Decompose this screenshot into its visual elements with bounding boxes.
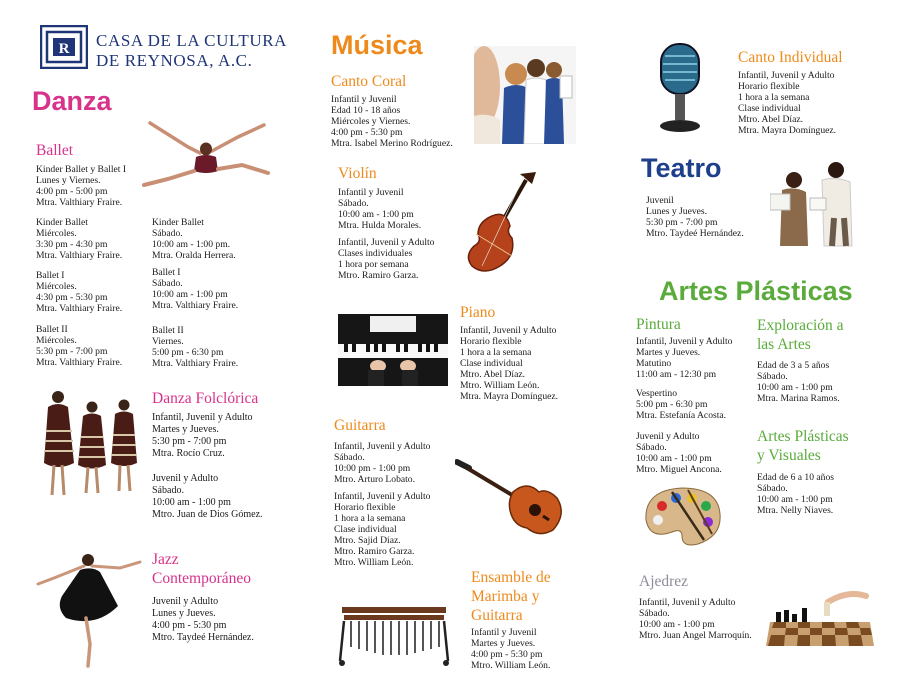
guitarra-title: Guitarra bbox=[334, 417, 386, 434]
jazz-dancer-image bbox=[36, 548, 146, 670]
visuales-schedule bbox=[757, 472, 834, 516]
guitarra-schedule-b bbox=[334, 491, 430, 568]
schedule-line: Horario flexible bbox=[738, 81, 800, 92]
folk-dancers-image bbox=[40, 385, 140, 503]
schedule-line: Ballet II bbox=[36, 324, 68, 335]
choir-image bbox=[474, 46, 576, 144]
title-line: Exploración a bbox=[757, 317, 844, 334]
schedule-line: Mtro. Taydeé Hernández. bbox=[646, 228, 744, 239]
ajedrez-schedule bbox=[639, 597, 752, 641]
canto-coral-title: Canto Coral bbox=[331, 73, 407, 90]
section-title-musica: Música bbox=[331, 30, 423, 60]
title-line: Guitarra bbox=[471, 607, 523, 624]
piano-title: Piano bbox=[460, 304, 496, 321]
violin-schedule-b bbox=[338, 237, 434, 281]
schedule-line: 4:00 pm - 5:00 pm bbox=[36, 186, 108, 197]
canto-coral-schedule bbox=[331, 94, 453, 149]
schedule-line: Juvenil bbox=[646, 195, 674, 206]
schedule-line: Lunes y Jueves. bbox=[646, 206, 708, 217]
schedule-line: 10:00 am - 1:00 pm bbox=[639, 619, 715, 630]
schedule-line: Miércoles y Viernes. bbox=[331, 116, 411, 127]
marimba-image bbox=[338, 601, 450, 667]
ballet-i-sabado bbox=[152, 267, 238, 311]
logo bbox=[40, 25, 88, 69]
pintura-schedule-c bbox=[636, 431, 722, 475]
schedule-line: 5:30 pm - 7:00 pm bbox=[152, 436, 227, 447]
schedule-line: Clase individual bbox=[460, 358, 523, 369]
schedule-line: Mtra. Isabel Merino Rodríguez. bbox=[331, 138, 453, 149]
schedule-line: Mtra. Estefanía Acosta. bbox=[636, 410, 727, 421]
title-line: Jazz bbox=[152, 551, 179, 568]
title-line: Contemporáneo bbox=[152, 570, 252, 587]
schedule-line: 4:00 pm - 5:30 pm bbox=[331, 127, 403, 138]
schedule-line: Miércoles. bbox=[36, 335, 77, 346]
teatro-actors-image bbox=[770, 158, 858, 248]
schedule-line: 10:00 am - 1:00 pm bbox=[757, 494, 833, 505]
schedule-line: Kinder Ballet bbox=[152, 217, 204, 228]
schedule-line: Mtra. Mayra Domínguez. bbox=[460, 391, 559, 402]
piano-image bbox=[338, 314, 448, 386]
jazz-schedule bbox=[152, 596, 254, 644]
teatro-schedule bbox=[646, 195, 744, 239]
schedule-line: 1 hora a la semana bbox=[460, 347, 532, 358]
title-line: las Artes bbox=[757, 336, 811, 353]
schedule-line: Infantil y Juvenil bbox=[338, 187, 404, 198]
section-title-teatro: Teatro bbox=[641, 153, 722, 183]
pintura-schedule-b bbox=[636, 388, 726, 421]
schedule-line: Miércoles. bbox=[36, 228, 77, 239]
schedule-line: 4:00 pm - 5:30 pm bbox=[471, 649, 543, 660]
schedule-line: Martes y Jueves. bbox=[636, 347, 701, 358]
schedule-line: Juvenil y Adulto bbox=[636, 431, 700, 442]
title-line: y Visuales bbox=[757, 447, 821, 464]
schedule-line: Infantil, Juvenil y Adulto bbox=[338, 237, 435, 248]
ballet-kinder-miercoles bbox=[36, 217, 122, 261]
schedule-line: Mtro. Juan de Dios Gómez. bbox=[152, 509, 263, 520]
schedule-line: Mtra. Mayra Domínguez. bbox=[738, 125, 837, 136]
violin-schedule-a bbox=[338, 187, 421, 231]
schedule-line: Infantil, Juvenil y Adulto bbox=[636, 336, 733, 347]
folk-schedule-b bbox=[152, 473, 263, 521]
schedule-line: Kinder Ballet bbox=[36, 217, 88, 228]
schedule-line: Sábado. bbox=[152, 228, 183, 239]
schedule-line: 10:00 am - 1:00 pm bbox=[152, 289, 228, 300]
section-title-danza: Danza bbox=[32, 86, 112, 116]
title-line: Marimba y bbox=[471, 588, 540, 605]
org-name-line1: CASA DE LA CULTURA bbox=[96, 31, 288, 50]
schedule-line: Sábado. bbox=[639, 608, 670, 619]
schedule-line: Infantil y Juvenil bbox=[331, 94, 397, 105]
schedule-line: 11:00 am - 12:30 pm bbox=[636, 369, 717, 380]
marimba-schedule bbox=[471, 627, 550, 671]
piano-schedule bbox=[460, 325, 558, 402]
ballet-ii-viernes bbox=[152, 325, 238, 369]
schedule-line: Mtro. Ramiro Garza. bbox=[334, 546, 415, 557]
logo-mark-icon bbox=[40, 25, 88, 69]
schedule-line: Mtro. Ramiro Garza. bbox=[338, 270, 419, 281]
title-line: Artes Plásticas bbox=[757, 428, 849, 445]
schedule-line: Infantil, Juvenil y Adulto bbox=[334, 491, 431, 502]
schedule-line: Mtro. Abel Díaz. bbox=[460, 369, 526, 380]
schedule-line: Matutino bbox=[636, 358, 672, 369]
svg-text:R: R bbox=[58, 41, 70, 57]
schedule-line: 3:30 pm - 4:30 pm bbox=[36, 239, 108, 250]
schedule-line: 1 hora por semana bbox=[338, 259, 409, 270]
title-line: Ensamble de bbox=[471, 569, 551, 586]
ballet-dancer-image bbox=[138, 113, 273, 193]
jazz-title bbox=[152, 550, 251, 588]
schedule-line: 5:00 pm - 6:30 pm bbox=[636, 399, 708, 410]
exploracion-title bbox=[757, 316, 844, 354]
ballet-i-miercoles bbox=[36, 270, 122, 314]
folk-title: Danza Folclórica bbox=[152, 390, 259, 407]
ballet-kinder-sabado bbox=[152, 217, 236, 261]
schedule-line: Mtro. William León. bbox=[460, 380, 540, 391]
schedule-line: Mtro. Arturo Lobato. bbox=[334, 474, 416, 485]
schedule-line: 1 hora a la semana bbox=[738, 92, 810, 103]
schedule-line: Mtra. Hulda Morales. bbox=[338, 220, 422, 231]
schedule-line: Ballet II bbox=[152, 325, 184, 336]
schedule-line: Infantil, Juvenil y Adulto bbox=[639, 597, 736, 608]
schedule-line: Mtro. Miguel Ancona. bbox=[636, 464, 722, 475]
schedule-line: Viernes. bbox=[152, 336, 184, 347]
schedule-line: 5:30 pm - 7:00 pm bbox=[36, 346, 108, 357]
pintura-title: Pintura bbox=[636, 316, 681, 333]
schedule-line: 10:00 am - 1:00 pm. bbox=[152, 239, 231, 250]
schedule-line: Mtro. Juan Angel Marroquín. bbox=[639, 630, 752, 641]
schedule-line: 5:00 pm - 6:30 pm bbox=[152, 347, 224, 358]
visuales-title bbox=[757, 427, 849, 465]
pintura-schedule-a bbox=[636, 336, 732, 380]
schedule-line: Ballet I bbox=[36, 270, 65, 281]
schedule-line: Lunes y Viernes. bbox=[36, 175, 101, 186]
schedule-line: Infantil, Juvenil y Adulto bbox=[152, 412, 253, 423]
schedule-line: Sábado. bbox=[338, 198, 369, 209]
org-name-line2: DE REYNOSA, A.C. bbox=[96, 51, 253, 70]
schedule-line: Mtro. Sajid Díaz. bbox=[334, 535, 401, 546]
schedule-line: Martes y Jueves. bbox=[471, 638, 536, 649]
paint-palette-icon bbox=[642, 484, 722, 550]
ajedrez-title: Ajedrez bbox=[639, 573, 689, 590]
schedule-line: Horario flexible bbox=[460, 336, 522, 347]
schedule-line: 10:00 am - 1:00 pm bbox=[636, 453, 712, 464]
violin-title: Violín bbox=[338, 165, 377, 182]
ballet-kinder-lunes-viernes bbox=[36, 164, 126, 208]
schedule-line: 4:00 pm - 5:30 pm bbox=[152, 620, 227, 631]
violin-icon bbox=[462, 170, 542, 280]
schedule-line: Infantil, Juvenil y Adulto bbox=[460, 325, 557, 336]
schedule-line: Mtro. Taydeé Hernández. bbox=[152, 632, 254, 643]
schedule-line: Infantil y Juvenil bbox=[471, 627, 537, 638]
schedule-line: 5:30 pm - 7:00 pm bbox=[646, 217, 718, 228]
canto-individual-schedule bbox=[738, 70, 836, 136]
schedule-line: Clase individual bbox=[738, 103, 801, 114]
schedule-line: 10:00 am - 1:00 pm bbox=[757, 382, 833, 393]
schedule-line: Sábado. bbox=[757, 483, 788, 494]
ballet-ii-miercoles bbox=[36, 324, 122, 368]
schedule-line: 10:00 pm - 1:00 pm bbox=[334, 463, 411, 474]
schedule-line: Infantil, Juvenil y Adulto bbox=[738, 70, 835, 81]
schedule-line: Kinder Ballet y Ballet I bbox=[36, 164, 127, 175]
schedule-line: Horario flexible bbox=[334, 502, 396, 513]
exploracion-schedule bbox=[757, 360, 840, 404]
schedule-line: Edad 10 - 18 años bbox=[331, 105, 401, 116]
schedule-line: Lunes y Jueves. bbox=[152, 608, 216, 619]
schedule-line: Sábado. bbox=[636, 442, 667, 453]
schedule-line: Infantil, Juvenil y Adulto bbox=[334, 441, 431, 452]
schedule-line: Sábado. bbox=[152, 278, 183, 289]
schedule-line: 10:00 am - 1:00 pm bbox=[338, 209, 414, 220]
schedule-line: Juvenil y Adulto bbox=[152, 596, 219, 607]
schedule-line: Mtra. Valthiary Fraire. bbox=[36, 250, 123, 261]
schedule-line: Mtra. Nelly Niaves. bbox=[757, 505, 834, 516]
schedule-line: Mtro. Abel Díaz. bbox=[738, 114, 804, 125]
schedule-line: Miércoles. bbox=[36, 281, 77, 292]
schedule-line: Mtra. Oralda Herrera. bbox=[152, 250, 236, 261]
schedule-line: Sábado. bbox=[152, 485, 184, 496]
schedule-line: Sábado. bbox=[757, 371, 788, 382]
schedule-line: Mtra. Valthiary Fraire. bbox=[36, 357, 123, 368]
guitarra-schedule-a bbox=[334, 441, 430, 485]
schedule-line: 10:00 am - 1:00 pm bbox=[152, 497, 231, 508]
schedule-line: Mtra. Valthiary Fraire. bbox=[152, 358, 239, 369]
section-title-artes: Artes Plásticas bbox=[659, 276, 853, 306]
schedule-line: Clase individual bbox=[334, 524, 397, 535]
schedule-line: 4:30 pm - 5:30 pm bbox=[36, 292, 108, 303]
schedule-line: Mtra. Valthiary Fraire. bbox=[36, 197, 123, 208]
schedule-line: Vespertino bbox=[636, 388, 678, 399]
chess-board-image bbox=[766, 588, 874, 648]
schedule-line: Mtra. Valthiary Fraire. bbox=[36, 303, 123, 314]
schedule-line: Clases individuales bbox=[338, 248, 413, 259]
guitar-icon bbox=[455, 458, 567, 538]
schedule-line: 1 hora a la semana bbox=[334, 513, 406, 524]
schedule-line: Mtro. William León. bbox=[471, 660, 551, 671]
schedule-line: Martes y Jueves. bbox=[152, 424, 219, 435]
schedule-line: Sábado. bbox=[334, 452, 365, 463]
schedule-line: Edad de 6 a 10 años bbox=[757, 472, 834, 483]
marimba-title bbox=[471, 568, 551, 625]
canto-individual-title: Canto Individual bbox=[738, 49, 843, 66]
schedule-line: Mtra. Valthiary Fraire. bbox=[152, 300, 239, 311]
microphone-icon bbox=[655, 42, 705, 134]
org-name bbox=[96, 31, 287, 71]
folk-schedule-a bbox=[152, 412, 253, 460]
ballet-title: Ballet bbox=[36, 142, 74, 159]
schedule-line: Ballet I bbox=[152, 267, 181, 278]
schedule-line: Mtro. William León. bbox=[334, 557, 414, 568]
schedule-line: Mtra. Marina Ramos. bbox=[757, 393, 840, 404]
schedule-line: Mtra. Rocío Cruz. bbox=[152, 448, 225, 459]
schedule-line: Juvenil y Adulto bbox=[152, 473, 219, 484]
schedule-line: Edad de 3 a 5 años bbox=[757, 360, 830, 371]
